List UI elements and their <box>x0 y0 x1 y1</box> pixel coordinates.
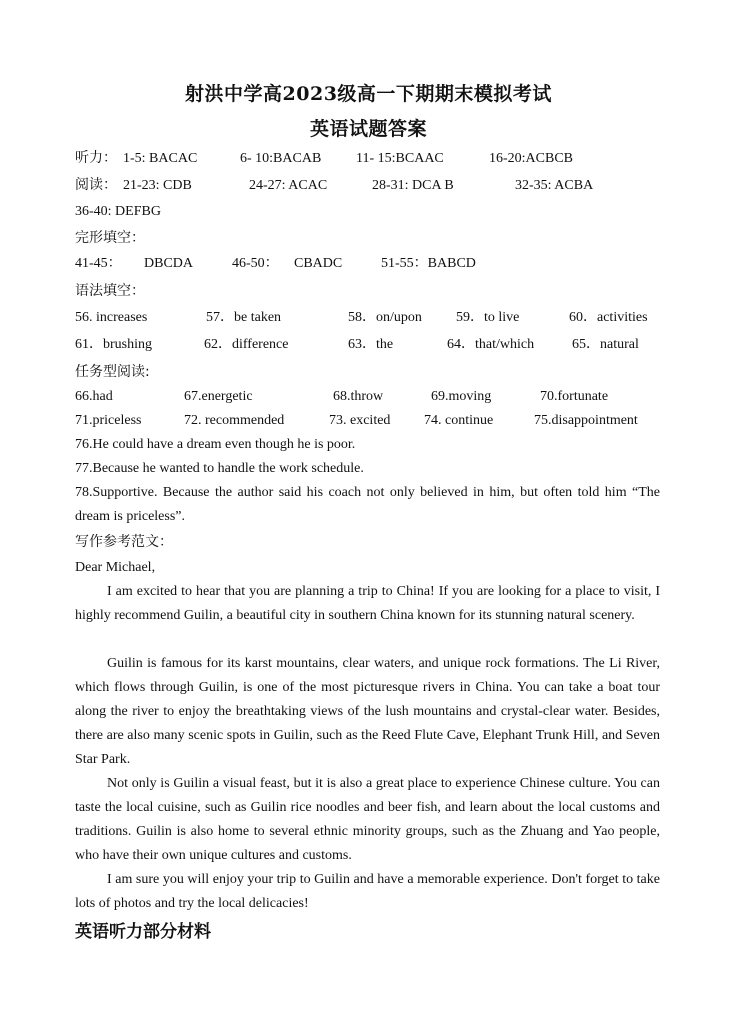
cloze-group-3: 51-55：BABCD <box>381 256 476 271</box>
answer-69: 69.moving <box>431 389 492 404</box>
exam-title: 射洪中学高2023级高一下期期末模拟考试 <box>185 83 552 105</box>
answer-71: 71.priceless <box>75 413 142 428</box>
answer-70: 70.fortunate <box>540 389 609 404</box>
answer-78: 78.Supportive. Because the author said his coach not only believed in him, but often told him “The dream is priceless”. <box>75 485 660 524</box>
letter-greeting: Dear Michael, <box>75 560 156 575</box>
answer-key-title: 英语试题答案 <box>309 118 427 140</box>
cloze-label: 完形填空： <box>75 230 145 246</box>
answer-64: 64．that/which <box>447 337 535 352</box>
answer-73: 73. excited <box>329 413 391 428</box>
reading-group-4: 32-35: ACBA <box>515 178 594 193</box>
task-reading-label: 任务型阅读: <box>75 364 150 380</box>
reading-group-2: 24-27: ACAC <box>249 178 328 193</box>
answer-66: 66.had <box>75 389 113 404</box>
listening-group-1: 1-5: BACAC <box>123 151 198 166</box>
answer-58: 58．on/upon <box>348 310 422 325</box>
reading-label: 阅读： <box>75 178 117 193</box>
reading-group-1: 21-23: CDB <box>123 178 192 193</box>
listening-group-4: 16-20:ACBCB <box>489 151 574 166</box>
letter-paragraph-4: I am sure you will enjoy your trip to Guilin and have a memorable experience. Don't forget to take lots of photos and try the local delicacies! <box>75 872 660 911</box>
answer-76: 76.He could have a dream even though he is poor. <box>75 437 356 452</box>
answer-62: 62．difference <box>204 337 289 352</box>
listening-material-heading: 英语听力部分材料 <box>75 922 211 942</box>
cloze-range-2: 46-50： <box>232 256 279 271</box>
answer-72: 72. recommended <box>184 413 285 428</box>
answer-74: 74. continue <box>424 413 494 428</box>
listening-group-2: 6- 10:BACAB <box>240 151 322 166</box>
answer-65: 65．natural <box>572 337 639 352</box>
answer-59: 59．to live <box>456 310 520 325</box>
reading-extra: 36-40: DEFBG <box>75 204 161 219</box>
letter-paragraph-1: I am excited to hear that you are planning a trip to China! If you are looking for a place to visit, I highly recommend Guilin, a beautiful city in southern China known for its stunning natural scenery. <box>75 584 660 623</box>
cloze-group-1: DBCDA <box>144 256 194 271</box>
answer-67: 67.energetic <box>184 389 253 404</box>
answer-61: 61．brushing <box>75 337 152 352</box>
answer-63: 63．the <box>348 337 394 352</box>
letter-paragraph-2: Guilin is famous for its karst mountains, clear waters, and unique rock formations. The Li River, which flows through Guilin, is one of the most picturesque rivers in China. You can take a boat tour along the river to enjoy the breathtaking views of the lush mountains and crystal-clear water. Besides, there are also many scenic spots in Guilin, such as the Reed Flute Cave, Elephant Trunk Hill, and Seven Star Park. <box>75 656 660 767</box>
writing-label: 写作参考范文： <box>75 534 173 550</box>
answer-57: 57．be taken <box>206 310 282 325</box>
listening-label: 听力： <box>75 151 117 166</box>
answer-60: 60．activities <box>569 310 648 325</box>
answer-77: 77.Because he wanted to handle the work schedule. <box>75 461 364 476</box>
answer-75: 75.disappointment <box>534 413 638 428</box>
cloze-group-2: CBADC <box>294 256 343 271</box>
cloze-range-1: 41-45： <box>75 256 122 271</box>
letter-paragraph-3: Not only is Guilin a visual feast, but it is also a great place to experience Chinese culture. You can taste the local cuisine, such as Guilin rice noodles and beer fish, and learn about the local customs and traditions. Guilin is also home to several ethnic minority groups, such as the Zhuang and Yao people, who have their own unique cultures and customs. <box>75 776 660 863</box>
grammar-label: 语法填空： <box>75 283 145 299</box>
reading-group-3: 28-31: DCA B <box>372 178 454 193</box>
answer-68: 68.throw <box>333 389 384 404</box>
answer-56: 56. increases <box>75 310 148 325</box>
listening-group-3: 11- 15:BCAAC <box>356 151 444 166</box>
